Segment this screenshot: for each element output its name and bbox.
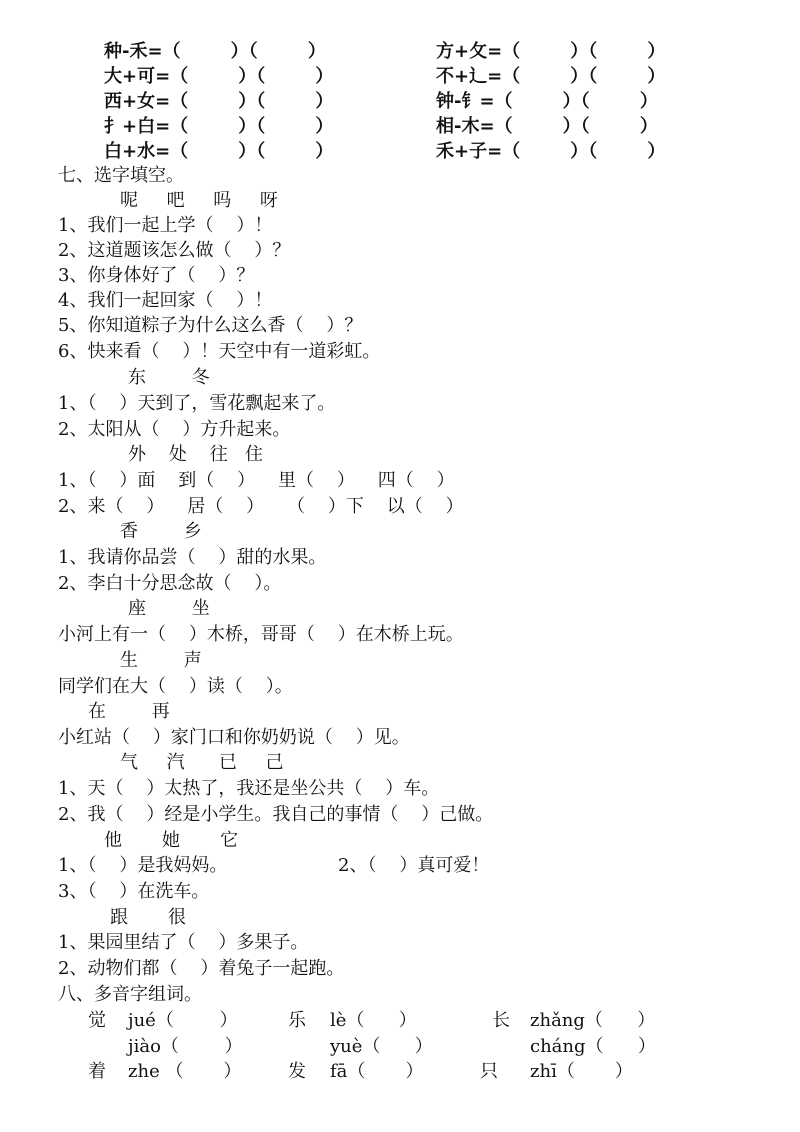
g3-item-2: 2、来（ ） 居（ ） （ ）下 以（ ） [58, 496, 464, 517]
polyphone-zhe-blank: zhe （ ） [128, 1061, 242, 1082]
equation-right-2: 不+辶=（ ）（ ） [436, 66, 666, 87]
polyphone-zhang-blank: zhǎng（ ） [530, 1010, 656, 1031]
polyphone-char-zhi: 只 [480, 1061, 498, 1082]
g3-choices: 外 处 往 住 [128, 444, 263, 465]
g8-item-1: 1、天（ ）太热了，我还是坐公共（ ）车。 [58, 778, 440, 799]
g5-choices: 座 坐 [128, 598, 210, 619]
g4-item-1: 1、我请你品尝（ ）甜的水果。 [58, 547, 327, 568]
g9-choices: 他 她 它 [104, 830, 239, 851]
polyphone-jiao-blank: jiào（ ） [128, 1036, 243, 1057]
g10-choices: 跟 很 [110, 907, 187, 928]
equation-left-1: 种-禾=（ ）（ ） [104, 41, 326, 62]
g1-item-1: 1、我们一起上学（ ）！ [58, 215, 273, 236]
g8-choices: 气 汽 已 己 [120, 752, 284, 773]
g1-item-5: 5、你知道粽子为什么这么香（ ）？ [58, 315, 363, 336]
g1-item-4: 4、我们一起回家（ ）！ [58, 290, 273, 311]
equation-right-4: 相-木=（ ）（ ） [436, 116, 658, 137]
g5-item-1: 小河上有一（ ）木桥，哥哥（ ）在木桥上玩。 [58, 624, 464, 645]
g7-choices: 在 再 [88, 701, 170, 722]
g9-item-1: 1、（ ）是我妈妈。 [58, 855, 228, 876]
equation-left-4: 扌+白=（ ）（ ） [104, 116, 334, 137]
equation-right-1: 方+攵=（ ）（ ） [436, 41, 666, 62]
g10-item-2: 2、动物们都（ ）着兔子一起跑。 [58, 958, 345, 979]
g2-item-1: 1、（ ）天到了，雪花飘起来了。 [58, 393, 336, 414]
polyphone-yue-blank: yuè（ ） [330, 1036, 433, 1057]
section8-title: 八、多音字组词。 [58, 984, 202, 1005]
equation-right-3: 钟-钅=（ ）（ ） [436, 91, 658, 112]
polyphone-chang-blank: cháng（ ） [530, 1036, 656, 1057]
g1-choices: 呢 吧 吗 呀 [120, 190, 278, 211]
section7-title: 七、选字填空。 [58, 165, 184, 186]
polyphone-zhi-blank: zhī（ ） [530, 1061, 633, 1082]
polyphone-char-fa: 发 [288, 1061, 306, 1082]
g2-choices: 东 冬 [128, 367, 210, 388]
g7-item-1: 小红站（ ）家门口和你奶奶说（ ）见。 [58, 727, 410, 748]
polyphone-char-zhang: 长 [492, 1010, 510, 1031]
polyphone-char-zhe: 着 [88, 1061, 106, 1082]
equation-left-5: 白+水=（ ）（ ） [104, 141, 334, 162]
g2-item-2: 2、太阳从（ ）方升起来。 [58, 419, 291, 440]
g10-item-1: 1、果园里结了（ ）多果子。 [58, 932, 309, 953]
polyphone-char-le: 乐 [288, 1010, 306, 1031]
equation-left-3: 西+女=（ ）（ ） [104, 91, 334, 112]
g1-item-6: 6、快来看（ ）！天空中有一道彩虹。 [58, 341, 381, 362]
polyphone-char-jue: 觉 [88, 1010, 106, 1031]
g4-item-2: 2、李白十分思念故（ ）。 [58, 573, 282, 594]
g4-choices: 香 乡 [120, 521, 202, 542]
g1-item-3: 3、你身体好了（ ）？ [58, 265, 255, 286]
g9-item-3: 3、（ ）在洗车。 [58, 881, 210, 902]
g6-item-1: 同学们在大（ ）读（ ）。 [58, 676, 293, 697]
g3-item-1: 1、（ ）面 到（ ） 里（ ） 四（ ） [58, 470, 455, 491]
polyphone-jue-blank: jué（ ） [128, 1010, 238, 1031]
g8-item-2: 2、我（ ）经是小学生。我自己的事情（ ）己做。 [58, 804, 494, 825]
equation-right-5: 禾+子=（ ）（ ） [436, 141, 666, 162]
g6-choices: 生 声 [120, 650, 202, 671]
g9-item-2: 2、（ ）真可爱！ [338, 855, 490, 876]
polyphone-fa-blank: fā（ ） [330, 1061, 424, 1082]
polyphone-le-blank: lè（ ） [330, 1010, 417, 1031]
equation-left-2: 大+可=（ ）（ ） [104, 66, 334, 87]
g1-item-2: 2、这道题该怎么做（ ）？ [58, 240, 291, 261]
